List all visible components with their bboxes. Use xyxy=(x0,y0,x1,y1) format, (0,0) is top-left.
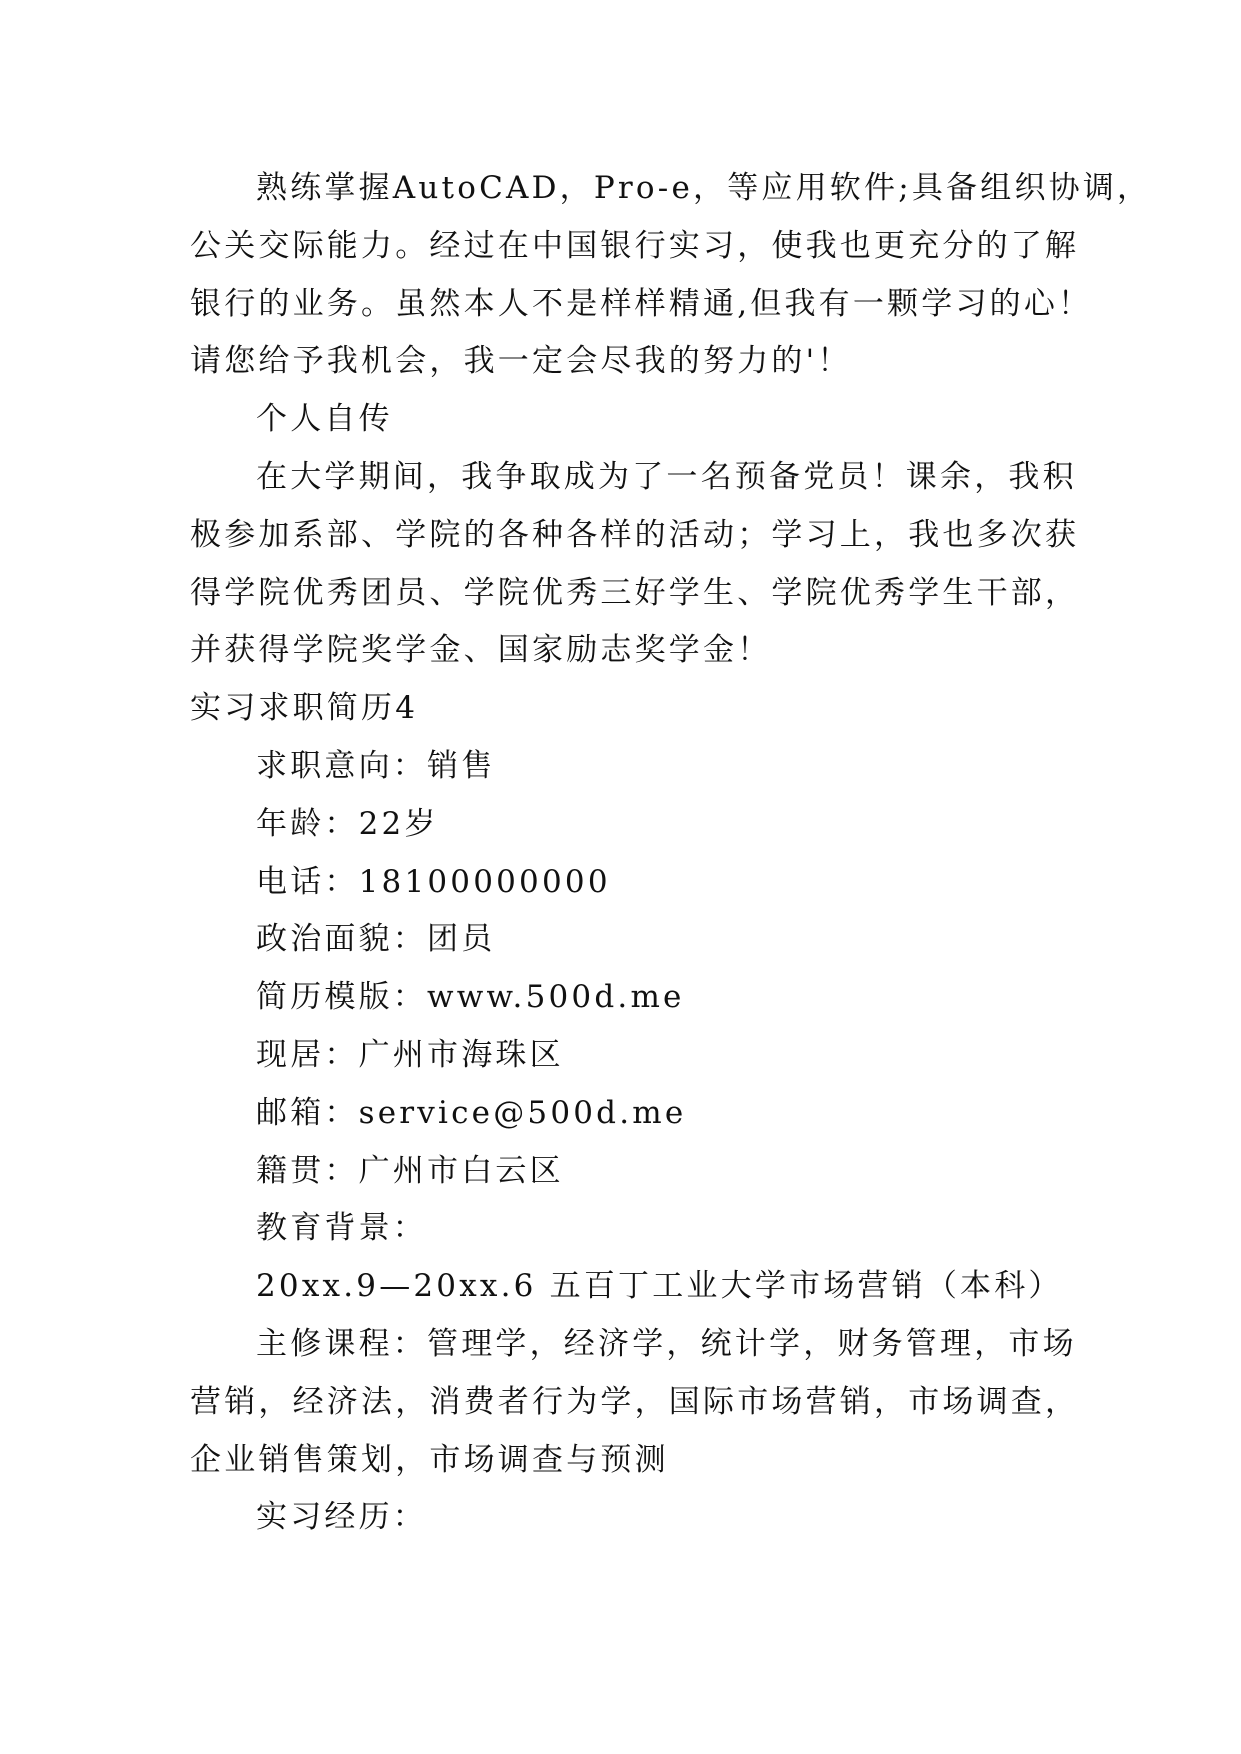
info-political: 政治面貌：团员 xyxy=(256,921,496,958)
document-body xyxy=(190,160,1152,1547)
info-email: 邮箱：service@500d.me xyxy=(256,1094,687,1131)
text-line: 公关交际能力。经过在中国银行实习，使我也更充分的了解 xyxy=(190,227,1080,264)
info-residence: 现居：广州市海珠区 xyxy=(256,1036,564,1073)
text-line: 营销，经济法，消费者行为学，国际市场营销，市场调查， xyxy=(190,1383,1080,1420)
text-line: 在大学期间，我争取成为了一名预备党员！课余，我积 xyxy=(256,458,1077,495)
text-line: 熟练掌握AutoCAD，Pro-e，等应用软件;具备组织协调， xyxy=(256,170,1152,206)
resume-title: 实习求职简历4 xyxy=(190,690,419,727)
education-entry: 20xx.9—20xx.6 五百丁工业大学市场营销（本科） xyxy=(256,1268,1063,1305)
text-line: 极参加系部、学院的各种各样的活动；学习上，我也多次获 xyxy=(190,516,1080,553)
info-intent: 求职意向：销售 xyxy=(256,747,496,784)
text-line: 得学院优秀团员、学院优秀三好学生、学院优秀学生干部， xyxy=(190,574,1080,611)
info-phone: 电话：18100000000 xyxy=(256,863,611,900)
skills-paragraph xyxy=(190,160,1152,391)
text-line: 银行的业务。虽然本人不是样样精通,但我有一颗学习的心！ xyxy=(190,285,1093,322)
info-hometown: 籍贯：广州市白云区 xyxy=(256,1152,564,1189)
education-heading: 教育背景： xyxy=(256,1210,427,1247)
info-age: 年龄：22岁 xyxy=(256,805,439,842)
text-line: 并获得学院奖学金、国家励志奖学金！ xyxy=(190,632,772,669)
bio-paragraph xyxy=(190,449,1080,680)
text-line: 企业销售策划，市场调查与预测 xyxy=(190,1441,669,1478)
personal-info-list xyxy=(190,738,1050,1200)
bio-heading: 个人自传 xyxy=(256,401,393,438)
courses-paragraph xyxy=(190,1316,1080,1489)
text-line: 请您给予我机会，我一定会尽我的努力的'！ xyxy=(190,343,852,380)
internship-heading: 实习经历： xyxy=(256,1499,427,1536)
text-line: 主修课程：管理学，经济学，统计学，财务管理，市场 xyxy=(256,1325,1077,1362)
info-template: 简历模版：www.500d.me xyxy=(256,979,685,1016)
